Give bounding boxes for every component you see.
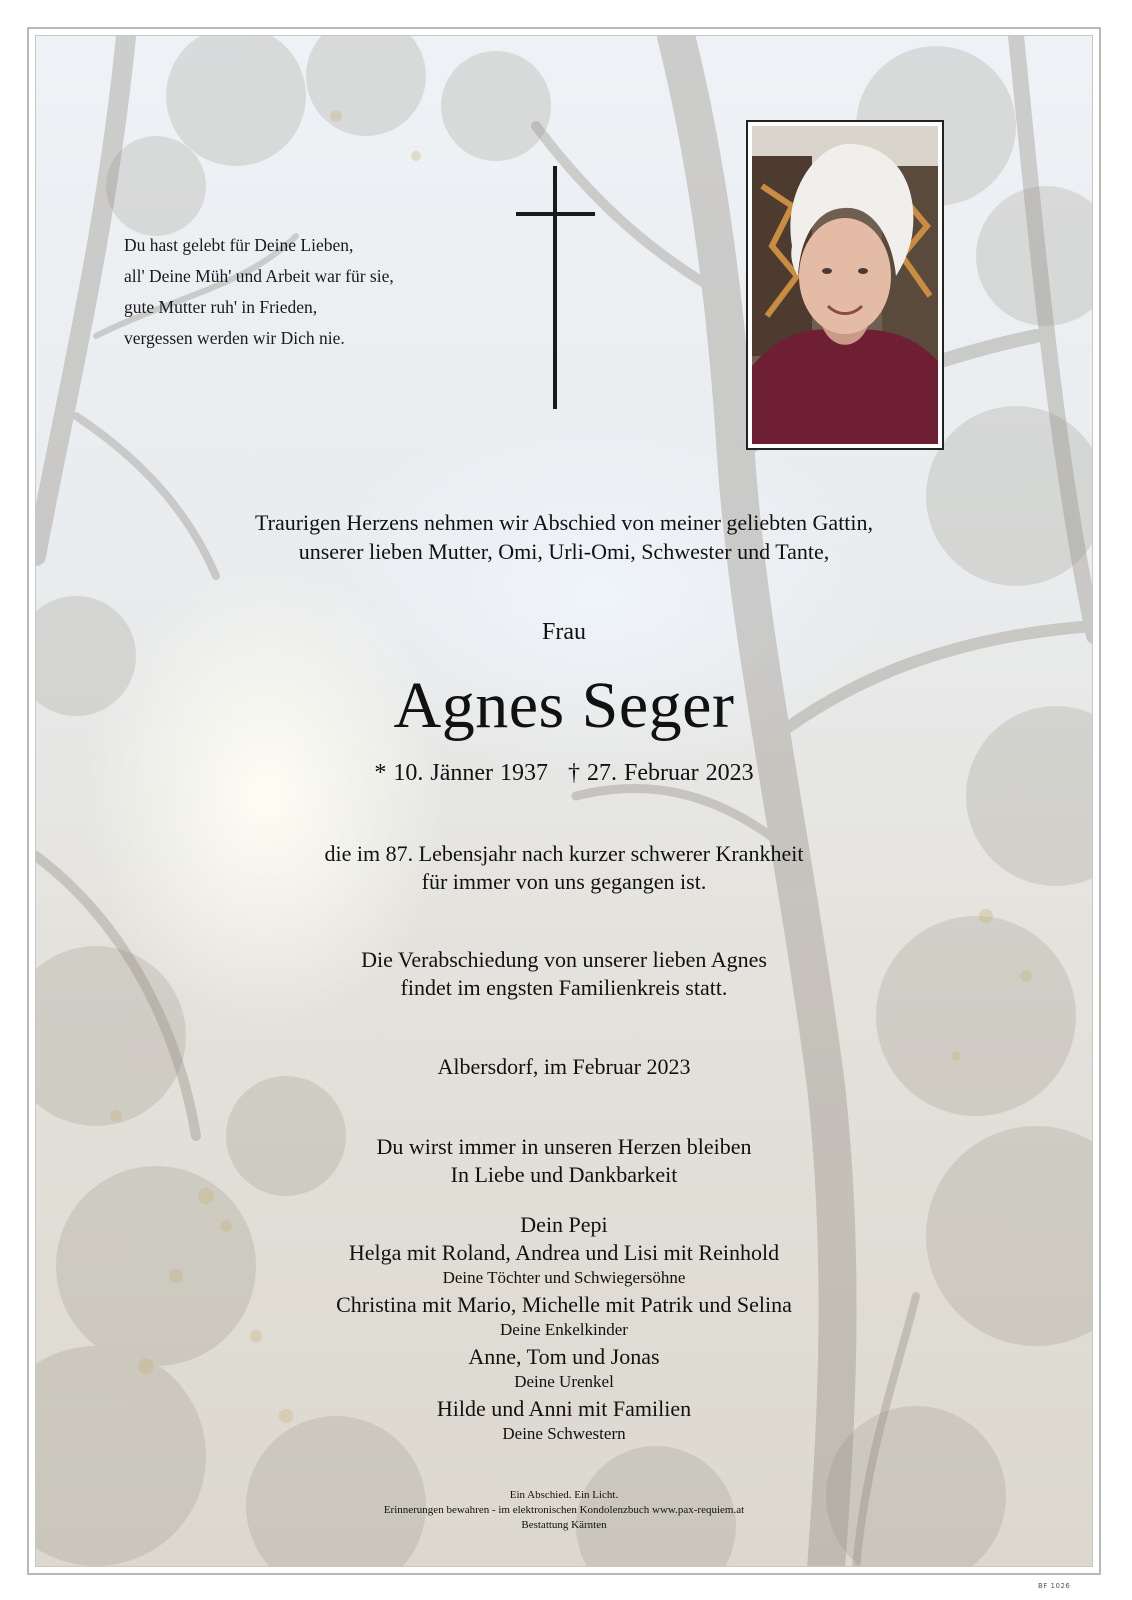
closing-text (36, 1133, 1092, 1189)
intro-line-2: unserer lieben Mutter, Omi, Urli-Omi, Schwester und Tante, (298, 539, 830, 564)
place-date: Albersdorf, im Februar 2023 (437, 1054, 691, 1079)
life-dates (36, 760, 1092, 787)
mourner-names: Christina mit Mario, Michelle mit Patrik und Selina (336, 1292, 792, 1317)
cross-icon-bar (516, 212, 595, 216)
birth-date: * 10. Jänner 1937 (374, 760, 548, 786)
footer-line-3: Bestattung Kärnten (521, 1519, 607, 1531)
mourner-names: Dein Pepi (520, 1212, 608, 1237)
farewell-text (36, 946, 1092, 1002)
mourner-names: Hilde und Anni mit Familien (436, 1396, 692, 1421)
passing-line-2: für immer von uns gegangen ist. (421, 869, 707, 894)
footer-line-1: Ein Abschied. Ein Licht. (509, 1489, 619, 1501)
poem-line: all' Deine Müh' und Arbeit war für sie, (124, 266, 394, 286)
mourner-relation: Deine Enkelkinder (500, 1320, 628, 1339)
passing-line-1: die im 87. Lebensjahr nach kurzer schwerer Krankheit (324, 841, 804, 866)
footer (36, 1488, 1092, 1533)
mourner-names: Anne, Tom und Jonas (468, 1344, 660, 1369)
farewell-line-1: Die Verabschiedung von unserer lieben Agnes (361, 947, 767, 972)
mourners-list (36, 1212, 1092, 1446)
mourner-relation: Deine Schwestern (502, 1424, 626, 1443)
deceased-name: Agnes Seger (393, 669, 735, 742)
poem (124, 230, 484, 354)
death-date: † 27. Februar 2023 (568, 760, 754, 786)
corner-code: BF 1026 (1038, 1582, 1071, 1590)
footer-line-2: Erinnerungen bewahren - im elektronischen Kondolenzbuch www.pax-requiem.at (383, 1504, 745, 1516)
mourner-relation: Deine Töchter und Schwiegersöhne (442, 1268, 686, 1287)
cross-icon (553, 166, 557, 409)
poem-line: gute Mutter ruh' in Frieden, (124, 297, 318, 317)
closing-line-2: In Liebe und Dankbarkeit (450, 1162, 678, 1187)
poem-line: Du hast gelebt für Deine Lieben, (124, 235, 354, 255)
intro-line-1: Traurigen Herzens nehmen wir Abschied von meiner geliebten Gattin, (254, 510, 874, 535)
mourner-names: Helga mit Roland, Andrea und Lisi mit Reinhold (348, 1240, 780, 1265)
farewell-line-2: findet im engsten Familienkreis statt. (400, 975, 728, 1000)
portrait-illustration (752, 126, 938, 444)
portrait-photo (746, 120, 944, 450)
mourner-relation: Deine Urenkel (514, 1372, 614, 1391)
passing-text (36, 840, 1092, 896)
intro-text (36, 508, 1092, 566)
closing-line-1: Du wirst immer in unseren Herzen bleiben (376, 1134, 752, 1159)
salutation: Frau (542, 619, 586, 645)
portrait-image (752, 126, 938, 444)
poem-line: vergessen werden wir Dich nie. (124, 328, 345, 348)
obituary-card (35, 35, 1093, 1567)
